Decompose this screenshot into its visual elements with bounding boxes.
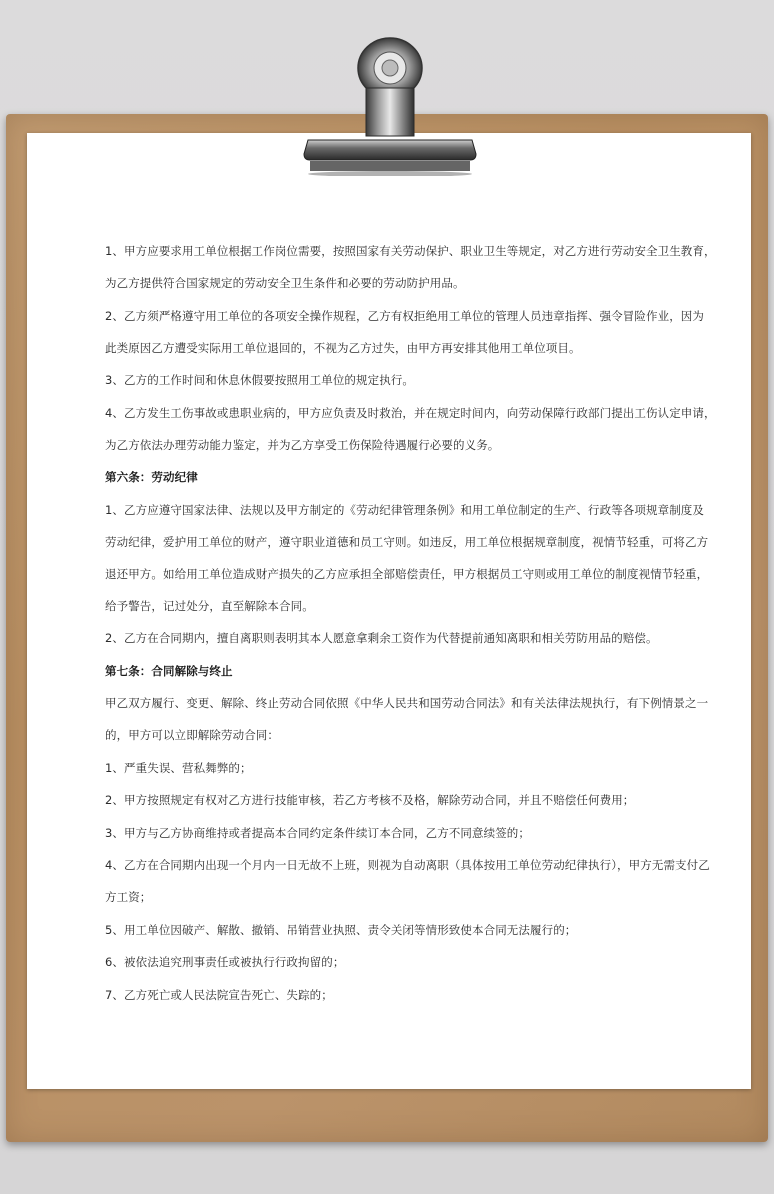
document-line: 给予警告，记过处分，直至解除本合同。 — [105, 598, 314, 613]
document-line: 为乙方提供符合国家规定的劳动安全卫生条件和必要的劳动防护用品。 — [105, 276, 465, 290]
contract-text-body — [105, 235, 716, 1011]
document-line: 1、甲方应要求用工单位根据工作岗位需要，按照国家有关劳动保护、职业卫生等规定，对乙方进行劳动安全卫生教育， — [105, 244, 716, 258]
document-line: 的，甲方可以立即解除劳动合同： — [105, 728, 279, 742]
document-line: 劳动纪律，爱护用工单位的财产，遵守职业道德和员工守则。如违反，用工单位根据规章制度，视情节轻重，可将乙方 — [105, 534, 709, 549]
document-line: 方工资； — [105, 890, 152, 904]
document-line: 1、严重失误、营私舞弊的； — [105, 760, 252, 775]
binder-clip-icon — [300, 26, 480, 176]
document-line: 6、被依法追究刑事责任或被执行行政拘留的； — [105, 955, 345, 969]
document-line: 2、甲方按照规定有权对乙方进行技能审核，若乙方考核不及格，解除劳动合同，并且不赔偿任何费用； — [105, 793, 635, 807]
document-line: 2、乙方在合同期内，擅自离职则表明其本人愿意拿剩余工资作为代替提前通知离职和相关劳防用品的赔偿。 — [105, 631, 658, 645]
section-heading: 第六条：劳动纪律 — [105, 470, 198, 484]
document-line: 4、乙方在合同期内出现一个月内一日无故不上班，则视为自动离职（具体按用工单位劳动纪律执行），甲方无需支付乙 — [105, 858, 710, 872]
document-line: 5、用工单位因破产、解散、撤销、吊销营业执照、责令关闭等情形致使本合同无法履行的； — [105, 922, 577, 937]
section-heading: 第七条：合同解除与终止 — [105, 663, 233, 678]
document-line: 4、乙方发生工伤事故或患职业病的，甲方应负责及时救治，并在规定时间内，向劳动保障行政部门提出工伤认定申请， — [105, 405, 716, 420]
document-line: 甲乙双方履行、变更、解除、终止劳动合同依照《中华人民共和国劳动合同法》和有关法律法规执行，有下例情景之一 — [105, 696, 709, 710]
document-line: 此类原因乙方遭受实际用工单位退回的，不视为乙方过失，由甲方再安排其他用工单位项目。 — [105, 340, 581, 355]
document-line: 退还甲方。如给用工单位造成财产损失的乙方应承担全部赔偿责任，甲方根据员工守则或用工单位的制度视情节轻重， — [105, 566, 709, 581]
document-line: 为乙方依法办理劳动能力鉴定，并为乙方享受工伤保险待遇履行必要的义务。 — [105, 437, 500, 452]
document-line: 3、甲方与乙方协商维持或者提高本合同约定条件续订本合同，乙方不同意续签的； — [105, 825, 531, 840]
document-line: 1、乙方应遵守国家法律、法规以及甲方制定的《劳动纪律管理条例》和用工单位制定的生产、行政等各项规章制度及 — [105, 502, 705, 517]
document-line: 3、乙方的工作时间和休息休假要按照用工单位的规定执行。 — [105, 373, 415, 387]
document-line: 2、乙方须严格遵守用工单位的各项安全操作规程，乙方有权拒绝用工单位的管理人员违章指挥、强令冒险作业，因为 — [105, 308, 705, 323]
document-line: 7、乙方死亡或人民法院宣告死亡、失踪的； — [105, 987, 333, 1002]
